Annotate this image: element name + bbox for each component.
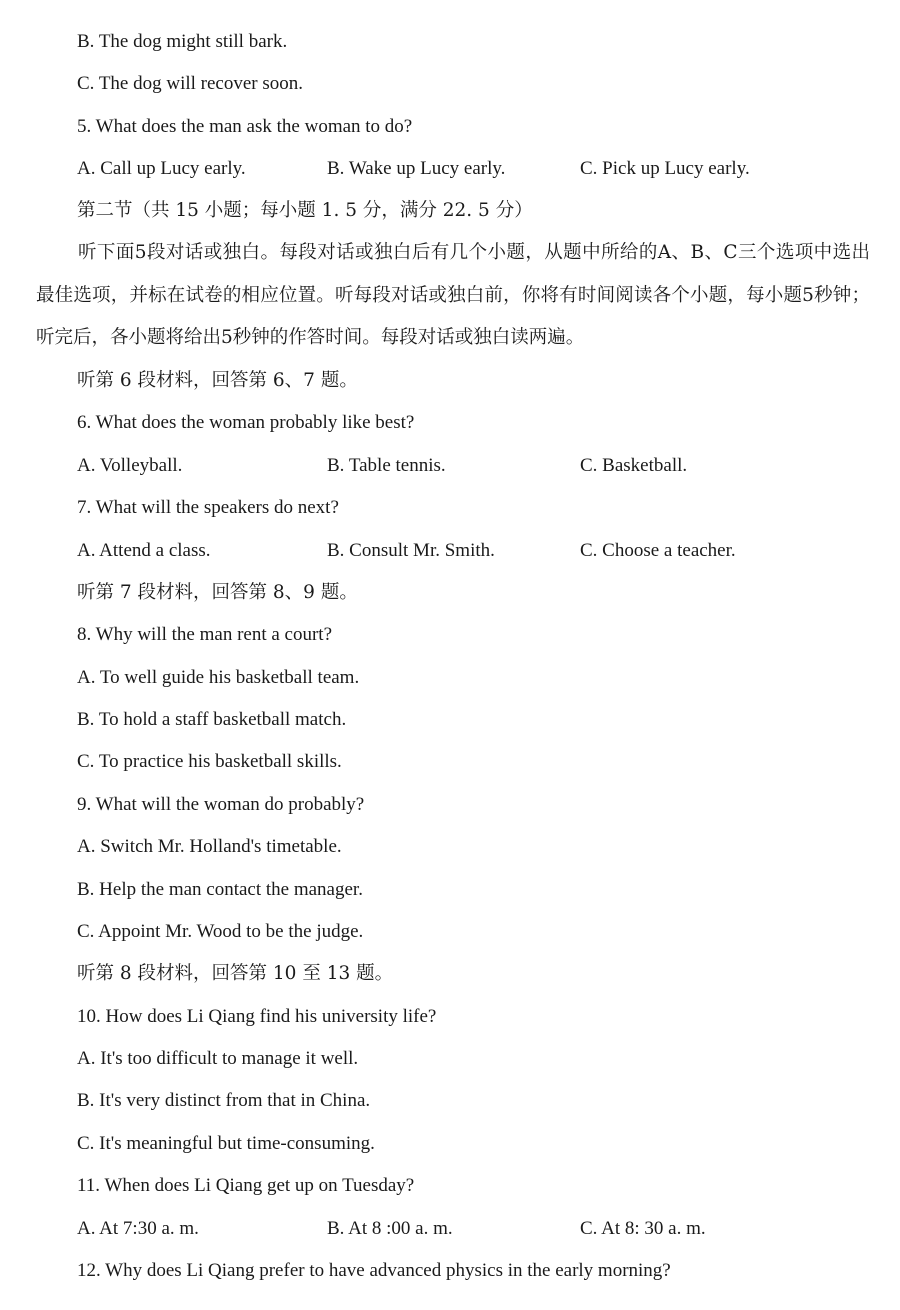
q9-option-a: A. Switch Mr. Holland's timetable. [77,836,342,857]
q5-option-c: C. Pick up Lucy early. [580,158,750,179]
question-8: 8. Why will the man rent a court? [77,624,333,645]
q4-option-c: C. The dog will recover soon. [77,73,304,94]
question-5: 5. What does the man ask the woman to do? [77,116,413,137]
q4-option-b: B. The dog might still bark. [77,31,288,52]
q6-option-b: B. Table tennis. [327,455,446,476]
q5-option-a: A. Call up Lucy early. [77,158,246,179]
q7-option-c: C. Choose a teacher. [580,540,736,561]
q9-option-c: C. Appoint Mr. Wood to be the judge. [77,921,364,942]
q8-option-c: C. To practice his basketball skills. [77,751,342,772]
question-9: 9. What will the woman do probably? [77,794,365,815]
q10-option-b: B. It's very distinct from that in China. [77,1090,371,1111]
section-2-heading: 第二节（共 15 小题；每小题 1. 5 分，满分 22. 5 分） [77,200,533,221]
question-11: 11. When does Li Qiang get up on Tuesday? [77,1175,415,1196]
q7-option-b: B. Consult Mr. Smith. [327,540,495,561]
passage-8-note: 听第 8 段材料，回答第 10 至 13 题。 [77,963,394,984]
q10-option-a: A. It's too difficult to manage it well. [77,1048,359,1069]
q10-option-c: C. It's meaningful but time-consuming. [77,1133,375,1154]
q7-option-a: A. Attend a class. [77,540,211,561]
q8-option-a: A. To well guide his basketball team. [77,667,360,688]
passage-6-note: 听第 6 段材料，回答第 6、7 题。 [77,370,358,391]
question-10: 10. How does Li Qiang find his university life? [77,1006,437,1027]
q8-option-b: B. To hold a staff basketball match. [77,709,347,730]
q5-option-b: B. Wake up Lucy early. [327,158,506,179]
q11-option-a: A. At 7:30 a. m. [77,1218,199,1239]
q6-option-a: A. Volleyball. [77,455,183,476]
q6-option-c: C. Basketball. [580,455,688,476]
question-6: 6. What does the woman probably like best? [77,412,415,433]
q11-option-c: C. At 8: 30 a. m. [580,1218,706,1239]
section-2-instructions: 听下面5段对话或独白。每段对话或独白后有几个小题，从题中所给的A、B、C三个选项中选出最佳选项，并标在试卷的相应位置。听每段对话或独白前，你将有时间阅读各个小题，每小题5秒钟；听完后，各小题将给出5秒钟的作答时间。每段对话或独白读两遍。 [36,242,870,348]
q9-option-b: B. Help the man contact the manager. [77,879,363,900]
passage-7-note: 听第 7 段材料，回答第 8、9 题。 [77,582,358,603]
question-7: 7. What will the speakers do next? [77,497,339,518]
q11-option-b: B. At 8 :00 a. m. [327,1218,453,1239]
question-12: 12. Why does Li Qiang prefer to have advanced physics in the early morning? [77,1260,671,1281]
